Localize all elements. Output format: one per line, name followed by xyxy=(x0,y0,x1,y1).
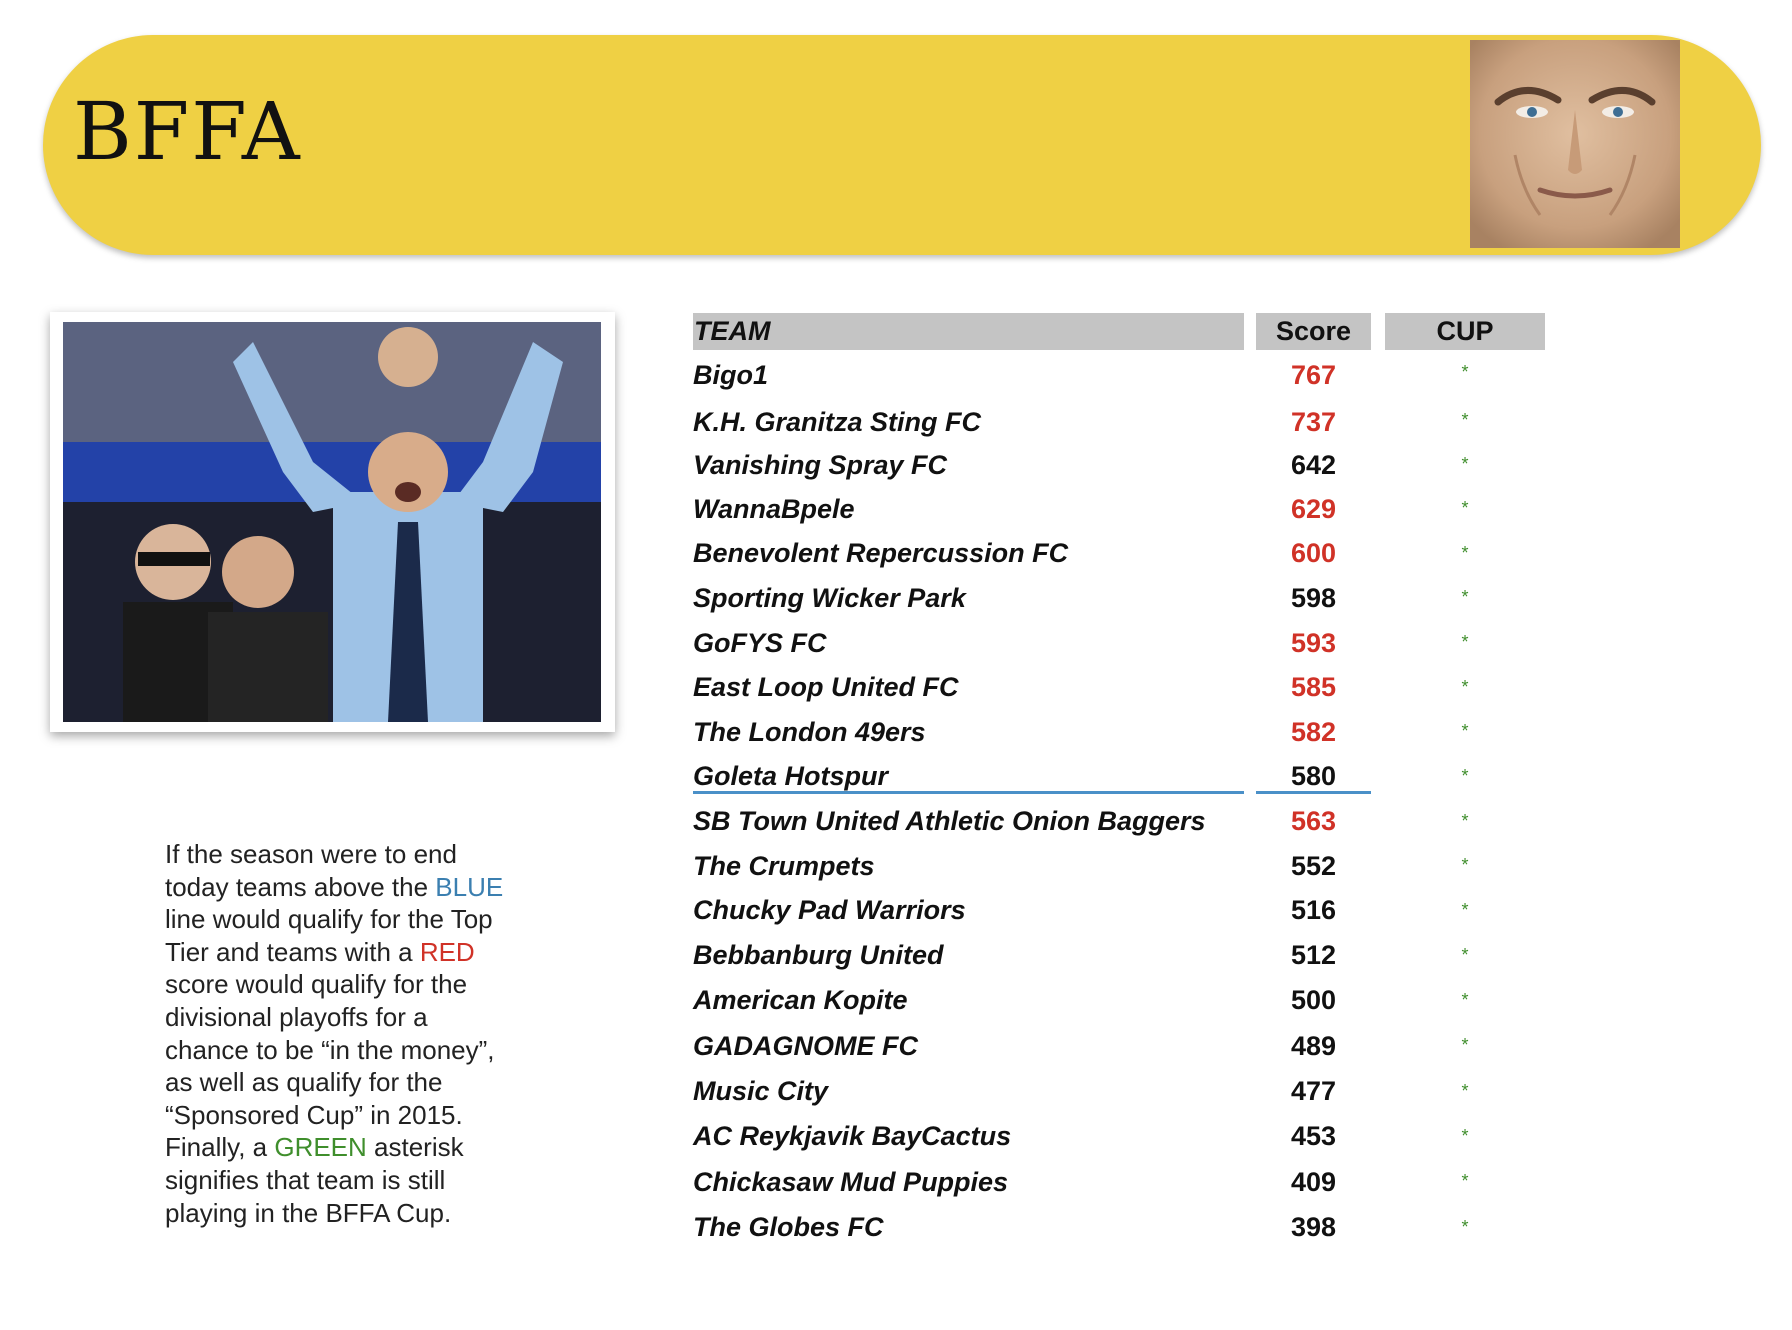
team-name: Sporting Wicker Park xyxy=(693,583,966,613)
team-name: American Kopite xyxy=(693,985,908,1015)
cup-asterisk: * xyxy=(1461,766,1469,786)
team-name: WannaBpele xyxy=(693,494,855,524)
page-title: BFFA xyxy=(73,85,302,178)
explanation-part2: line would qualify for the Top Tier and teams with a xyxy=(165,904,493,967)
team-score: 500 xyxy=(1290,985,1337,1015)
cup-asterisk: * xyxy=(1461,677,1469,697)
team-score: 409 xyxy=(1290,1167,1337,1197)
team-name: The Globes FC xyxy=(693,1212,884,1242)
cup-asterisk: * xyxy=(1461,1081,1469,1101)
column-header-score: Score xyxy=(1256,313,1371,350)
cup-asterisk: * xyxy=(1461,1126,1469,1146)
team-name: Chickasaw Mud Puppies xyxy=(693,1167,1009,1197)
team-name: AC Reykjavik BayCactus xyxy=(693,1121,1012,1151)
top-tier-line-score xyxy=(1256,791,1371,794)
cup-asterisk: * xyxy=(1461,990,1469,1010)
cup-asterisk: * xyxy=(1461,410,1469,430)
team-name: GoFYS FC xyxy=(693,628,827,658)
green-keyword: GREEN xyxy=(274,1132,367,1163)
team-score: 737 xyxy=(1290,407,1337,437)
cup-asterisk: * xyxy=(1461,587,1469,607)
team-score: 593 xyxy=(1290,628,1337,658)
cup-asterisk: * xyxy=(1461,1035,1469,1055)
cup-asterisk: * xyxy=(1461,1171,1469,1191)
team-score: 580 xyxy=(1290,761,1337,791)
red-keyword: RED xyxy=(419,936,475,967)
team-score: 629 xyxy=(1290,494,1337,524)
team-name: Benevolent Repercussion FC xyxy=(693,538,1069,568)
team-name: Bigo1 xyxy=(693,360,769,390)
cup-asterisk: * xyxy=(1461,362,1469,382)
team-score: 642 xyxy=(1290,450,1337,480)
team-name: Bebbanburg United xyxy=(693,940,944,970)
team-name: The Crumpets xyxy=(693,851,875,881)
cup-asterisk: * xyxy=(1461,721,1469,741)
cup-asterisk: * xyxy=(1461,632,1469,652)
team-score: 477 xyxy=(1290,1076,1337,1106)
team-score: 598 xyxy=(1290,583,1337,613)
cup-asterisk: * xyxy=(1461,498,1469,518)
cup-asterisk: * xyxy=(1461,811,1469,831)
team-score: 552 xyxy=(1290,851,1337,881)
team-score: 585 xyxy=(1290,672,1337,702)
team-name: Chucky Pad Warriors xyxy=(693,895,966,925)
team-name: Vanishing Spray FC xyxy=(693,450,948,480)
team-score: 582 xyxy=(1290,717,1337,747)
top-tier-line-team xyxy=(693,791,1244,794)
team-score: 563 xyxy=(1290,806,1337,836)
team-name: Music City xyxy=(693,1076,829,1106)
team-name: Goleta Hotspur xyxy=(693,761,889,791)
cup-asterisk: * xyxy=(1461,1217,1469,1237)
cup-asterisk: * xyxy=(1461,900,1469,920)
blue-keyword: BLUE xyxy=(435,871,504,902)
team-score: 489 xyxy=(1290,1031,1337,1061)
team-score: 398 xyxy=(1290,1212,1337,1242)
explanation-part3: score would qualify for the divisional playoffs for a chance to be “in the money”, as well as qualify for the “Sponsored Cup” in 2015. Finally, a xyxy=(165,969,495,1163)
team-score: 512 xyxy=(1290,940,1337,970)
explanation-part1: If the season were to end today teams above the xyxy=(165,839,457,902)
team-score: 516 xyxy=(1290,895,1337,925)
cup-asterisk: * xyxy=(1461,454,1469,474)
team-name: The London 49ers xyxy=(693,717,926,747)
cup-asterisk: * xyxy=(1461,945,1469,965)
explanation-part4: asterisk signifies that team is still playing in the BFFA Cup. xyxy=(165,1132,464,1228)
team-name: GADAGNOME FC xyxy=(693,1031,918,1061)
team-score: 600 xyxy=(1290,538,1337,568)
team-name: K.H. Granitza Sting FC xyxy=(693,407,982,437)
team-score: 767 xyxy=(1290,360,1337,390)
team-score: 453 xyxy=(1290,1121,1337,1151)
column-header-team: TEAM xyxy=(693,313,1244,350)
cup-asterisk: * xyxy=(1461,543,1469,563)
cup-asterisk: * xyxy=(1461,855,1469,875)
team-name: SB Town United Athletic Onion Baggers xyxy=(693,806,1206,836)
team-name: East Loop United FC xyxy=(693,672,959,702)
column-header-cup: CUP xyxy=(1385,313,1545,350)
